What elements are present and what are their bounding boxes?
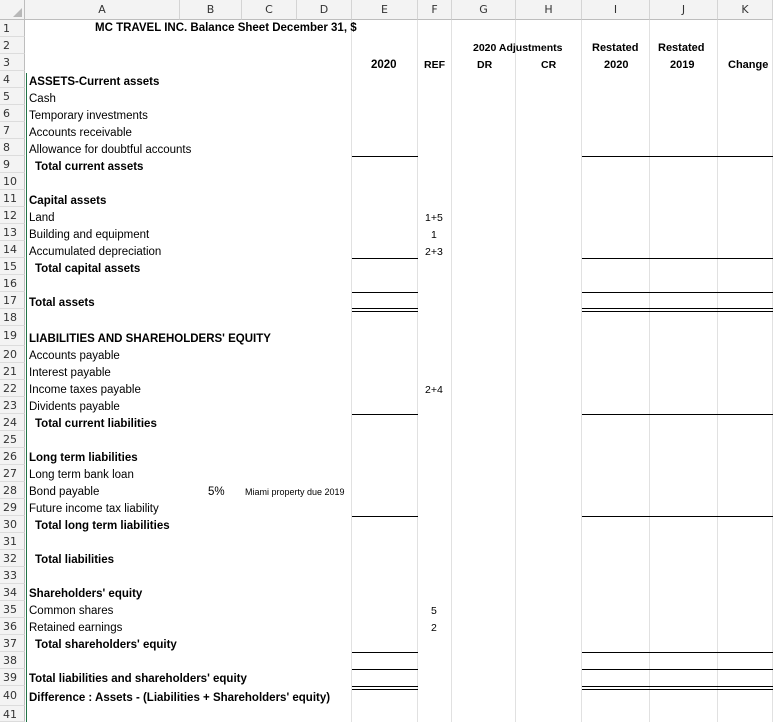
column-header-i[interactable]: I bbox=[582, 0, 650, 20]
select-all-corner[interactable] bbox=[0, 0, 25, 20]
row-header[interactable]: 16 bbox=[0, 275, 25, 292]
row-header[interactable]: 34 bbox=[0, 584, 25, 601]
row-header[interactable]: 37 bbox=[0, 635, 25, 652]
ref-land[interactable]: 1+5 bbox=[425, 212, 443, 224]
label-long-term-bank-loan[interactable]: Long term bank loan bbox=[29, 469, 134, 481]
border-e-row14 bbox=[352, 258, 418, 259]
border-e-row29 bbox=[352, 516, 418, 517]
column-header-j[interactable]: J bbox=[650, 0, 718, 20]
row-header[interactable]: 14 bbox=[0, 241, 25, 258]
row-header[interactable]: 38 bbox=[0, 652, 25, 669]
border-ik-row8 bbox=[582, 156, 773, 157]
row-header[interactable]: 8 bbox=[0, 139, 25, 156]
label-land[interactable]: Land bbox=[29, 212, 55, 224]
column-header-b[interactable]: B bbox=[180, 0, 242, 20]
row-header[interactable]: 27 bbox=[0, 465, 25, 482]
row-header[interactable]: 26 bbox=[0, 448, 25, 465]
label-dividents-payable[interactable]: Dividents payable bbox=[29, 401, 120, 413]
border-e-row38 bbox=[352, 669, 418, 670]
row-header[interactable]: 21 bbox=[0, 363, 25, 380]
row-header[interactable]: 9 bbox=[0, 156, 25, 173]
column-header-c[interactable]: C bbox=[242, 0, 297, 20]
row-header[interactable]: 30 bbox=[0, 516, 25, 533]
label-shareholders-equity[interactable]: Shareholders' equity bbox=[29, 588, 143, 600]
border-ik-row39b bbox=[582, 689, 773, 690]
column-header-h[interactable]: H bbox=[516, 0, 582, 20]
label-income-taxes-payable[interactable]: Income taxes payable bbox=[29, 384, 141, 396]
label-total-assets[interactable]: Total assets bbox=[29, 297, 95, 309]
header-adjustments[interactable]: 2020 Adjustments bbox=[473, 42, 563, 54]
border-ik-row23 bbox=[582, 414, 773, 415]
label-total-capital-assets[interactable]: Total capital assets bbox=[35, 263, 141, 275]
label-accounts-payable[interactable]: Accounts payable bbox=[29, 350, 120, 362]
column-header-e[interactable]: E bbox=[352, 0, 418, 20]
border-e-row17b bbox=[352, 311, 418, 312]
gridline bbox=[515, 20, 516, 722]
row-header[interactable]: 2 bbox=[0, 37, 25, 54]
sheet-title[interactable]: MC TRAVEL INC. Balance Sheet December 31, $ bbox=[95, 22, 357, 34]
label-total-long-term-liabilities[interactable]: Total long term liabilities bbox=[35, 520, 170, 532]
row-header[interactable]: 39 bbox=[0, 669, 25, 686]
row-header[interactable]: 4 bbox=[0, 71, 25, 88]
label-difference[interactable]: Difference : Assets - (Liabilities + Shareholders' equity) bbox=[29, 692, 331, 704]
row-header[interactable]: 10 bbox=[0, 173, 25, 190]
row-header[interactable]: 1 bbox=[0, 20, 25, 37]
label-allowance[interactable]: Allowance for doubtful accounts bbox=[29, 144, 192, 156]
selection-border bbox=[26, 73, 27, 722]
label-long-term-liabilities[interactable]: Long term liabilities bbox=[29, 452, 138, 464]
row-header[interactable]: 17 bbox=[0, 292, 25, 309]
row-header[interactable]: 15 bbox=[0, 258, 25, 275]
ref-retained-earnings[interactable]: 2 bbox=[431, 622, 437, 634]
header-restated-2020-year[interactable]: 2020 bbox=[604, 59, 629, 71]
gridline bbox=[649, 20, 650, 722]
row-header[interactable]: 25 bbox=[0, 431, 25, 448]
header-2020[interactable]: 2020 bbox=[371, 59, 397, 71]
gridline bbox=[581, 20, 582, 722]
row-header[interactable]: 29 bbox=[0, 499, 25, 516]
label-bond-payable[interactable]: Bond payable bbox=[29, 486, 100, 498]
row-header[interactable]: 3 bbox=[0, 54, 25, 71]
border-ik-row17a bbox=[582, 308, 773, 309]
header-ref[interactable]: REF bbox=[424, 59, 445, 71]
border-ik-row14 bbox=[582, 258, 773, 259]
row-header[interactable]: 24 bbox=[0, 414, 25, 431]
label-building-equipment[interactable]: Building and equipment bbox=[29, 229, 150, 241]
row-header[interactable]: 18 bbox=[0, 309, 25, 326]
row-header[interactable]: 6 bbox=[0, 105, 25, 122]
bond-note[interactable]: Miami property due 2019 bbox=[245, 487, 345, 497]
label-accumulated-depreciation[interactable]: Accumulated depreciation bbox=[29, 246, 162, 258]
label-total-shareholders-equity[interactable]: Total shareholders' equity bbox=[35, 639, 177, 651]
row-header[interactable]: 35 bbox=[0, 601, 25, 618]
header-restated-2020[interactable]: Restated bbox=[592, 42, 639, 54]
row-header[interactable]: 28 bbox=[0, 482, 25, 499]
label-retained-earnings[interactable]: Retained earnings bbox=[29, 622, 123, 634]
row-header[interactable]: 11 bbox=[0, 190, 25, 207]
ref-common-shares[interactable]: 5 bbox=[431, 605, 437, 617]
border-ik-row29 bbox=[582, 516, 773, 517]
label-total-liabilities-equity[interactable]: Total liabilities and shareholders' equity bbox=[29, 673, 247, 685]
gridline bbox=[351, 20, 352, 722]
label-capital-assets[interactable]: Capital assets bbox=[29, 195, 107, 207]
column-header-f[interactable]: F bbox=[418, 0, 452, 20]
column-header-d[interactable]: D bbox=[297, 0, 352, 20]
border-e-row36 bbox=[352, 652, 418, 653]
header-change[interactable]: Change bbox=[728, 59, 769, 71]
border-e-row39b bbox=[352, 689, 418, 690]
border-ik-row16 bbox=[582, 292, 773, 293]
header-cr[interactable]: CR bbox=[541, 59, 557, 71]
border-ik-row17b bbox=[582, 311, 773, 312]
row-header[interactable]: 31 bbox=[0, 533, 25, 550]
border-ik-row36 bbox=[582, 652, 773, 653]
ref-building[interactable]: 1 bbox=[431, 229, 437, 241]
border-ik-row38 bbox=[582, 669, 773, 670]
label-total-current-liabilities[interactable]: Total current liabilities bbox=[35, 418, 157, 430]
ref-income-taxes[interactable]: 2+4 bbox=[425, 384, 443, 396]
label-temporary-investments[interactable]: Temporary investments bbox=[29, 110, 148, 122]
border-e-row16 bbox=[352, 292, 418, 293]
row-header[interactable]: 12 bbox=[0, 207, 25, 224]
column-header-a[interactable]: A bbox=[25, 0, 180, 20]
row-header[interactable]: 20 bbox=[0, 346, 25, 363]
label-total-current-assets[interactable]: Total current assets bbox=[35, 161, 144, 173]
row-header[interactable]: 13 bbox=[0, 224, 25, 241]
row-header[interactable]: 22 bbox=[0, 380, 25, 397]
border-e-row39a bbox=[352, 686, 418, 687]
row-header[interactable]: 23 bbox=[0, 397, 25, 414]
label-assets-current[interactable]: ASSETS-Current assets bbox=[29, 76, 160, 88]
border-e-row23 bbox=[352, 414, 418, 415]
row-header[interactable]: 36 bbox=[0, 618, 25, 635]
border-e-row8 bbox=[352, 156, 418, 157]
border-ik-row39a bbox=[582, 686, 773, 687]
column-header-k[interactable]: K bbox=[718, 0, 773, 20]
gridline bbox=[451, 20, 452, 722]
header-dr[interactable]: DR bbox=[477, 59, 493, 71]
label-interest-payable[interactable]: Interest payable bbox=[29, 367, 111, 379]
label-future-income-tax[interactable]: Future income tax liability bbox=[29, 503, 159, 515]
header-restated-2019-year[interactable]: 2019 bbox=[670, 59, 695, 71]
gridline bbox=[417, 20, 418, 722]
row-header[interactable]: 7 bbox=[0, 122, 25, 139]
row-header[interactable]: 5 bbox=[0, 88, 25, 105]
column-header-g[interactable]: G bbox=[452, 0, 516, 20]
gridline bbox=[717, 20, 718, 722]
border-e-row17a bbox=[352, 308, 418, 309]
header-restated-2019[interactable]: Restated bbox=[658, 42, 705, 54]
label-cash[interactable]: Cash bbox=[29, 93, 56, 105]
bond-rate[interactable]: 5% bbox=[208, 486, 225, 498]
ref-depreciation[interactable]: 2+3 bbox=[425, 246, 443, 258]
row-header[interactable]: 33 bbox=[0, 567, 25, 584]
label-total-liabilities[interactable]: Total liabilities bbox=[35, 554, 115, 566]
label-common-shares[interactable]: Common shares bbox=[29, 605, 114, 617]
row-header[interactable]: 19 bbox=[0, 326, 25, 346]
row-header[interactable]: 41 bbox=[0, 706, 25, 722]
label-accounts-receivable[interactable]: Accounts receivable bbox=[29, 127, 132, 139]
row-header[interactable]: 40 bbox=[0, 686, 25, 706]
label-liabilities-equity[interactable]: LIABILITIES AND SHAREHOLDERS' EQUITY bbox=[29, 333, 271, 345]
row-header[interactable]: 32 bbox=[0, 550, 25, 567]
